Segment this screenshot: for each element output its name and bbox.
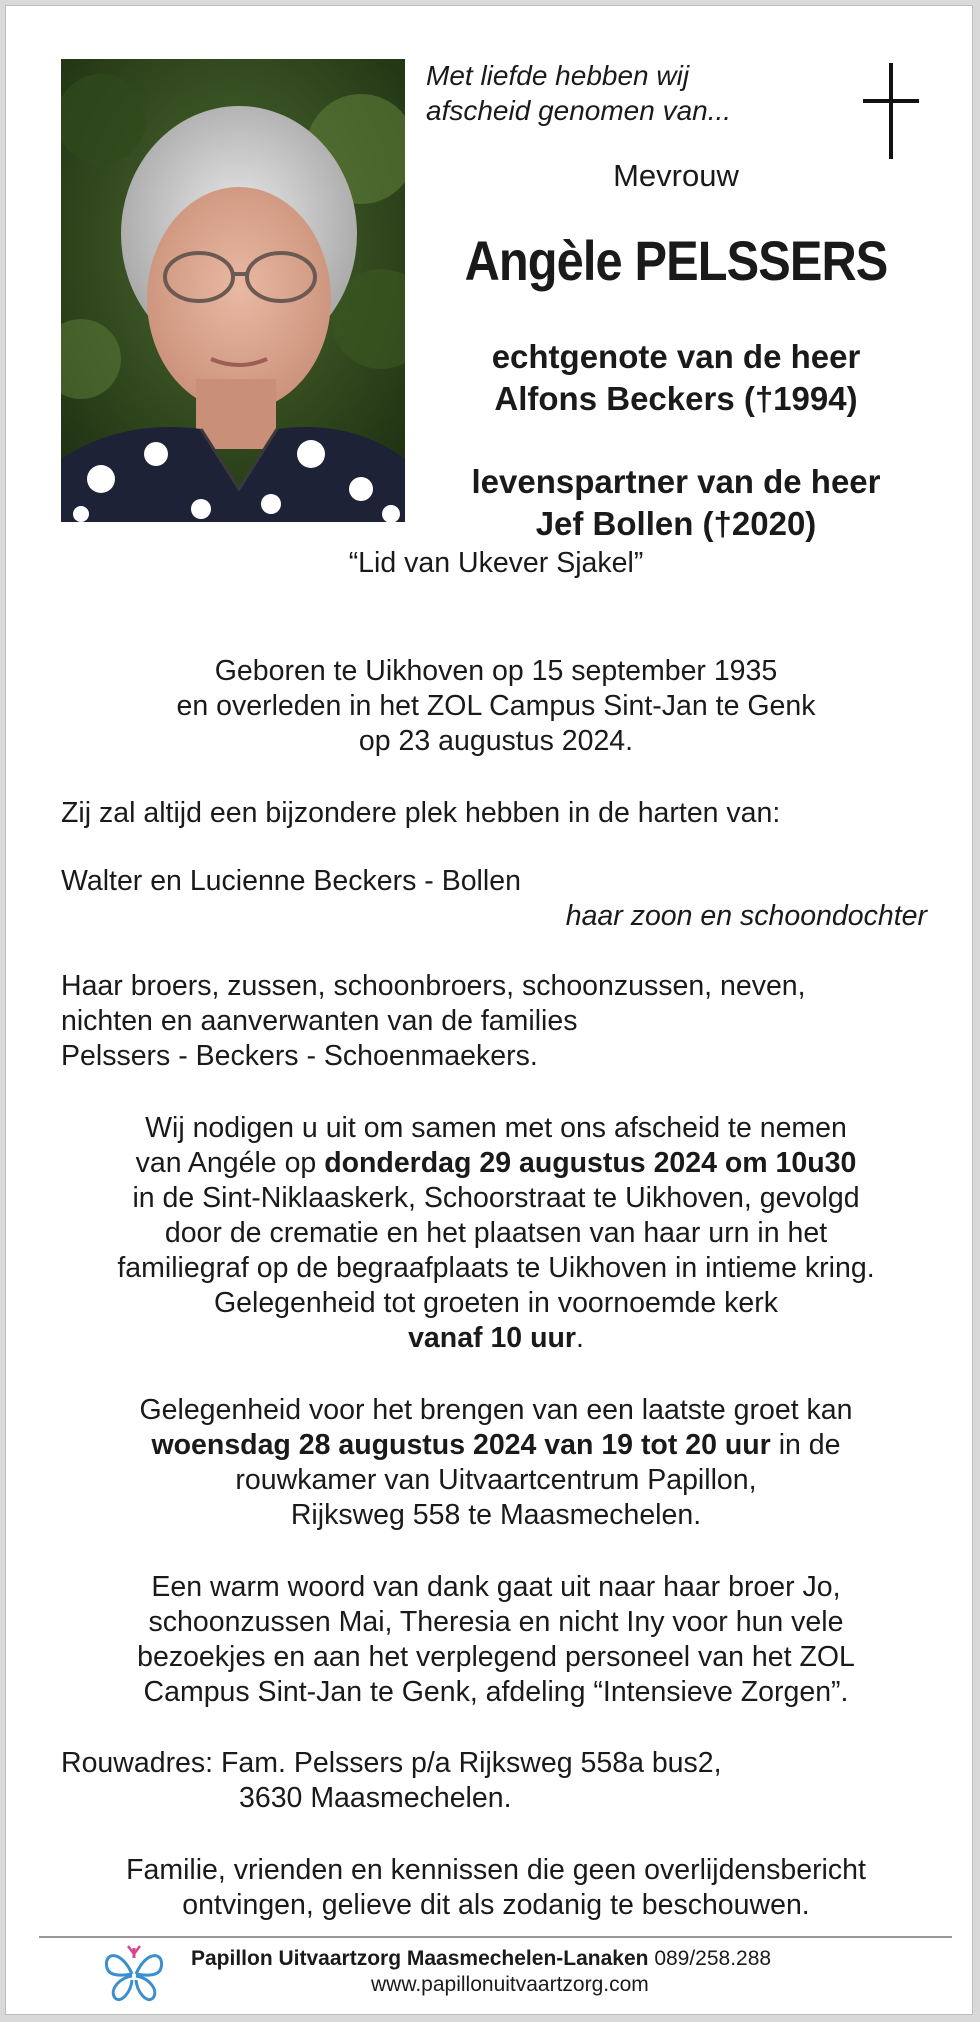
greeting-time: vanaf 10 uur [408, 1322, 576, 1354]
ceremony-line-7-post: . [575, 1322, 584, 1354]
spouse-line-2: Alfons Beckers (†1994) [494, 380, 858, 417]
ceremony-invitation [61, 1111, 931, 1356]
ceremony-line-3: in de Sint-Niklaaskerk, Schoorstraat te Uikhoven, gevolgd [132, 1182, 860, 1214]
footer-divider [39, 1936, 952, 1938]
mourning-address-line-2: 3630 Maasmechelen. [239, 1782, 512, 1814]
deceased-name: Angèle PELSSERS [464, 229, 888, 292]
family-line-1: Haar broers, zussen, schoonbroers, schoonzussen, neven, [61, 970, 806, 1002]
thanks-line-2: schoonzussen Mai, Theresia en nicht Iny voor hun vele [148, 1606, 844, 1638]
butterfly-logo-icon [101, 1944, 167, 2004]
honorific-title: Mevrouw [613, 158, 739, 193]
funeral-home-info [191, 1946, 891, 1998]
hearts-intro: Zij zal altijd een bijzondere plek hebben in de harten van: [61, 797, 781, 829]
visitation-info [61, 1393, 931, 1533]
partner-line-1: levenspartner van de heer [471, 463, 881, 500]
family-line-2: nichten en aanverwanten van de families [61, 1005, 578, 1037]
visit-line-1: Gelegenheid voor het brengen van een laatste groet kan [139, 1394, 853, 1426]
thanks-line-3: bezoekjes en aan het verplegend personeel van het ZOL [137, 1641, 855, 1673]
thanks-message [61, 1570, 931, 1710]
ceremony-line-1: Wij nodigen u uit om samen met ons afscheid te nemen [145, 1112, 847, 1144]
thanks-line-4: Campus Sint-Jan te Genk, afdeling “Intensieve Zorgen”. [143, 1676, 849, 1708]
ceremony-line-5: familiegraf op de begraafplaats te Uikhoven in intieme kring. [117, 1252, 875, 1284]
birth-line-2: en overleden in het ZOL Campus Sint-Jan te Genk [176, 690, 816, 722]
partner-line-2: Jef Bollen (†2020) [535, 505, 817, 542]
intro-text [426, 58, 806, 128]
notice-line-2: ontvingen, gelieve dit als zodanig te beschouwen. [182, 1889, 810, 1921]
visit-line-2-post: in de [770, 1429, 841, 1461]
ceremony-date: donderdag 29 augustus 2024 om 10u30 [324, 1147, 857, 1179]
ceremony-line-4: door de crematie en het plaatsen van haar urn in het [164, 1217, 828, 1249]
funeral-home-website[interactable]: www.papillonuitvaartzorg.com [371, 1973, 649, 1996]
visit-line-4: Rijksweg 558 te Maasmechelen. [290, 1499, 702, 1531]
funeral-home-phone: 089/258.288 [654, 1947, 772, 1970]
birth-line-1: Geboren te Uikhoven op 15 september 1935 [214, 655, 778, 687]
funeral-home-line [191, 1946, 891, 1972]
partner-block [436, 461, 916, 545]
children-relation: haar zoon en schoondochter [565, 900, 927, 932]
birth-death-info [61, 654, 931, 759]
birth-line-3: op 23 augustus 2024. [358, 725, 634, 757]
notice-message [61, 1853, 931, 1923]
funeral-home-name: Papillon Uitvaartzorg Maasmechelen-Lanaken [191, 1947, 649, 1970]
ceremony-line-2 [61, 1146, 931, 1181]
ceremony-line-2-pre: van Angéle op [135, 1147, 325, 1179]
mourning-address-line-1: Rouwadres: Fam. Pelssers p/a Rijksweg 558a bus2, [61, 1747, 722, 1779]
obituary-card [5, 5, 973, 2015]
portrait-photo [61, 59, 405, 522]
children-names: Walter en Lucienne Beckers - Bollen [61, 865, 521, 897]
spouse-block [436, 336, 916, 420]
family-line-3: Pelssers - Beckers - Schoenmaekers. [61, 1040, 538, 1072]
thanks-line-1: Een warm woord van dank gaat uit naar haar broer Jo, [151, 1571, 841, 1603]
notice-line-1: Familie, vrienden en kennissen die geen overlijdensbericht [126, 1854, 866, 1886]
visit-line-2 [61, 1428, 931, 1463]
intro-line-1: Met liefde hebben wij [426, 60, 690, 91]
visit-line-3: rouwkamer van Uitvaartcentrum Papillon, [235, 1464, 757, 1496]
membership-quote: “Lid van Ukever Sjakel” [348, 547, 644, 579]
visit-date: woensdag 28 augustus 2024 van 19 tot 20 uur [151, 1429, 771, 1461]
ceremony-line-7 [61, 1321, 931, 1356]
spouse-line-1: echtgenote van de heer [491, 338, 861, 375]
ceremony-line-6: Gelegenheid tot groeten in voornoemde kerk [213, 1287, 779, 1319]
family-list [61, 969, 931, 1074]
cross-icon [861, 61, 921, 161]
intro-line-2: afscheid genomen van... [426, 95, 732, 126]
